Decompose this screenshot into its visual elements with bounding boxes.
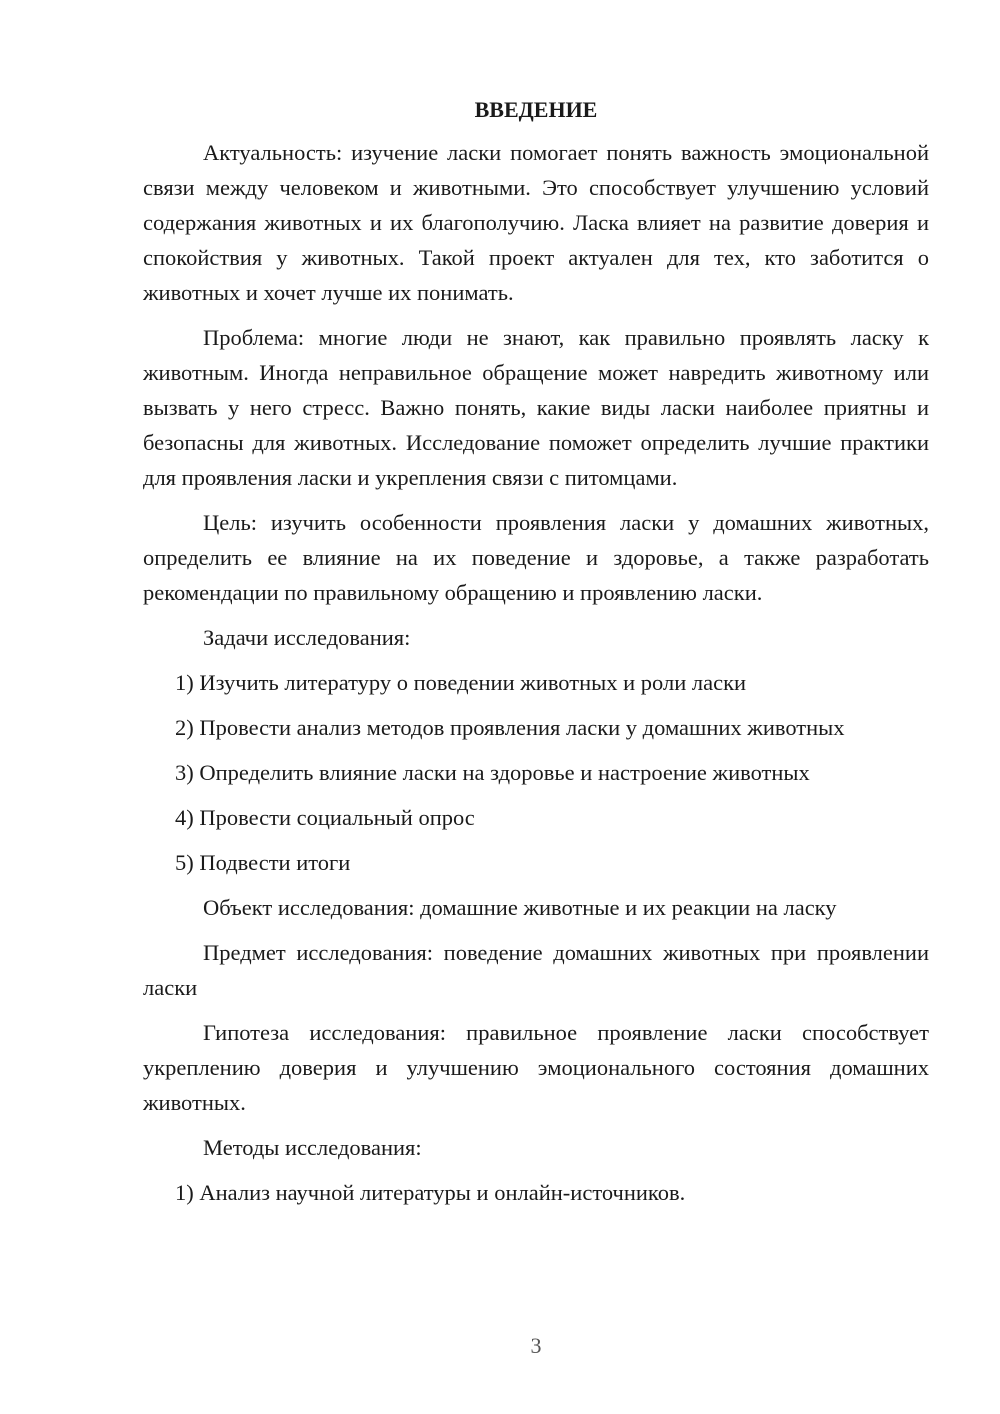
- task-item: 1) Изучить литературу о поведении животных и роли ласки: [175, 670, 747, 695]
- task-item: 5) Подвести итоги: [175, 850, 351, 875]
- page-number: 3: [530, 1333, 542, 1358]
- tasks-heading: Задачи исследования:: [203, 625, 411, 650]
- method-item: 1) Анализ научной литературы и онлайн-источников.: [175, 1180, 686, 1205]
- hypothesis-paragraph: Гипотеза исследования: правильное проявление ласки способствует укреплению доверия и улучшению эмоционального состояния домашних животных.: [143, 1020, 929, 1115]
- section-title: ВВЕДЕНИЕ: [474, 97, 598, 122]
- problem-paragraph: Проблема: многие люди не знают, как правильно проявлять ласку к животным. Иногда неправильное обращение может навредить животному или вызвать у него стресс. Важно понять, какие виды ласки наиболее приятны и безопасны для животных. Исследование поможет определить лучшие практики для проявления ласки и укрепления связи с питомцами.: [143, 325, 929, 490]
- relevance-paragraph: Актуальность: изучение ласки помогает понять важность эмоциональной связи между человеком и животными. Это способствует улучшению условий содержания животных и их благополучию. Ласка влияет на развитие доверия и спокойствия у животных. Такой проект актуален для тех, кто заботится о животных и хочет лучше их понимать.: [143, 140, 929, 305]
- task-item: 4) Провести социальный опрос: [175, 805, 475, 830]
- task-item: 3) Определить влияние ласки на здоровье и настроение животных: [175, 760, 810, 785]
- subject-paragraph: Предмет исследования: поведение домашних животных при проявлении ласки: [143, 940, 929, 1000]
- methods-heading: Методы исследования:: [203, 1135, 422, 1160]
- object-paragraph: Объект исследования: домашние животные и их реакции на ласку: [203, 895, 837, 920]
- goal-paragraph: Цель: изучить особенности проявления ласки у домашних животных, определить ее влияние на их поведение и здоровье, а также разработать рекомендации по правильному обращению и проявлению ласки.: [143, 510, 929, 605]
- task-item: 2) Провести анализ методов проявления ласки у домашних животных: [175, 715, 845, 740]
- document-page: [143, 94, 929, 1220]
